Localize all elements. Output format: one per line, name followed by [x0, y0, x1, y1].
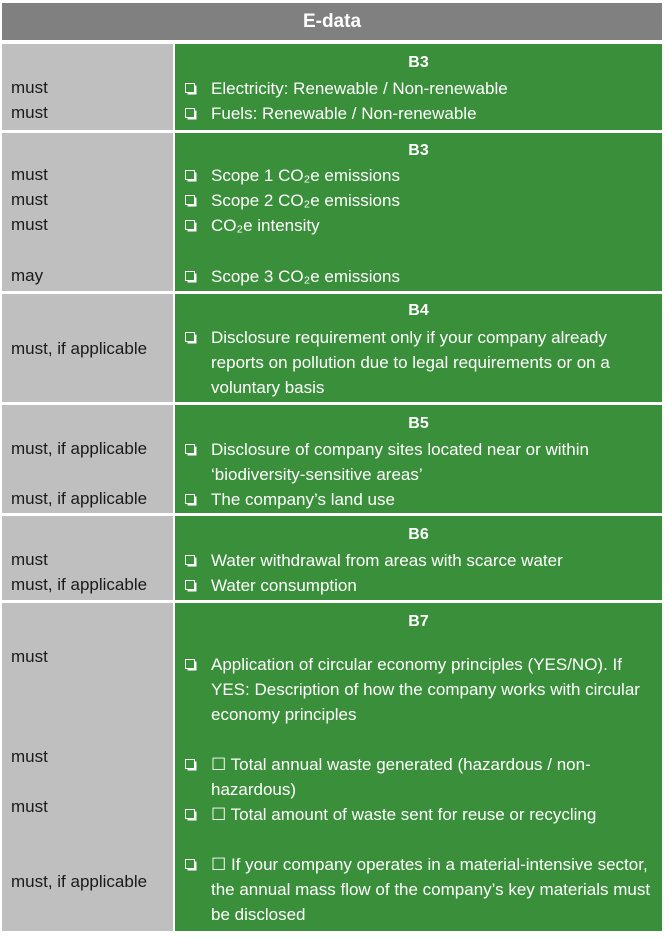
requirement-label: must, if applicable	[11, 339, 148, 358]
datapoint-item	[185, 573, 654, 598]
datapoint-item	[185, 752, 654, 802]
datapoint-item	[185, 852, 654, 927]
datapoint-text: Water consumption	[211, 576, 357, 595]
standard-code: B3	[408, 54, 429, 71]
datapoint-text: Scope 3 CO₂e emissions	[211, 267, 400, 286]
requirement-column	[2, 516, 174, 600]
datapoint-text: Application of circular economy principles (YES/NO). If YES: Description of how the company works with circular economy principles	[211, 655, 640, 724]
datapoint-text: Disclosure of company sites located near or within ‘biodiversity-sensitive areas’	[211, 440, 589, 484]
checkbox-icon	[185, 859, 195, 869]
datapoint-text: Disclosure requirement only if your company already reports on pollution due to legal requirements or on a voluntary basis	[211, 328, 610, 397]
datapoint-text: The company’s land use	[211, 490, 395, 509]
requirement-label: must	[11, 550, 48, 569]
checkbox-icon	[185, 809, 195, 819]
datapoint-text: ☐ If your company operates in a material-intensive sector, the annual mass flow of the company’s key materials must be disclosed	[211, 855, 651, 924]
checkbox-icon	[185, 580, 195, 590]
checkbox-icon	[185, 494, 195, 504]
checkbox-icon	[185, 83, 195, 93]
requirement-label: must	[11, 190, 48, 209]
requirement-label: must, if applicable	[11, 489, 148, 508]
requirement-column	[2, 294, 174, 402]
standard-code: B6	[408, 526, 429, 543]
requirement-label: may	[11, 266, 44, 285]
section-b6	[2, 516, 662, 600]
requirement-label: must	[11, 797, 48, 816]
datapoint-text: Water withdrawal from areas with scarce water	[211, 551, 563, 570]
checkbox-icon	[185, 759, 195, 769]
datapoint-text: ☐ Total annual waste generated (hazardous / non-hazardous)	[211, 755, 591, 799]
table-title: E-data	[2, 3, 662, 40]
checkbox-icon	[185, 108, 195, 118]
section-b3-energy	[2, 44, 662, 130]
standard-code: B3	[408, 142, 429, 159]
datapoint-text: Scope 2 CO₂e emissions	[211, 191, 400, 210]
datapoint-text: Fuels: Renewable / Non-renewable	[211, 104, 477, 123]
requirement-label: must	[11, 747, 48, 766]
datapoint-column	[175, 44, 662, 130]
checkbox-icon	[185, 170, 195, 180]
datapoint-text: Electricity: Renewable / Non-renewable	[211, 79, 508, 98]
datapoint-item	[185, 76, 654, 101]
section-b5	[2, 405, 662, 513]
requirement-label: must	[11, 215, 48, 234]
datapoint-item	[185, 802, 654, 827]
requirement-label: must	[11, 165, 48, 184]
standard-code: B4	[408, 302, 429, 319]
datapoint-text: CO₂e intensity	[211, 216, 320, 235]
datapoint-item	[185, 487, 654, 512]
requirement-column	[2, 44, 174, 130]
datapoint-item	[185, 264, 654, 289]
requirement-column	[2, 405, 174, 513]
datapoint-column	[175, 294, 662, 402]
checkbox-icon	[185, 332, 195, 342]
checkbox-icon	[185, 555, 195, 565]
section-b4	[2, 294, 662, 402]
datapoint-column	[175, 516, 662, 600]
datapoint-item	[185, 437, 654, 487]
datapoint-text: ☐ Total amount of waste sent for reuse or recycling	[211, 805, 597, 824]
standard-code: B5	[408, 415, 429, 432]
checkbox-icon	[185, 444, 195, 454]
requirement-label: must	[11, 647, 48, 666]
requirement-label: must, if applicable	[11, 439, 148, 458]
datapoint-item	[185, 101, 654, 126]
datapoint-item	[185, 213, 654, 238]
datapoint-item	[185, 325, 654, 400]
checkbox-icon	[185, 195, 195, 205]
datapoint-item	[185, 188, 654, 213]
standard-code: B7	[408, 613, 429, 630]
requirement-label: must, if applicable	[11, 575, 148, 594]
section-b3-emissions	[2, 133, 662, 291]
requirement-label: must, if applicable	[11, 872, 148, 891]
datapoint-item	[185, 652, 654, 727]
requirement-label: must	[11, 103, 48, 122]
datapoint-column	[175, 133, 662, 291]
datapoint-text: Scope 1 CO₂e emissions	[211, 166, 400, 185]
datapoint-item	[185, 548, 654, 573]
requirement-column	[2, 133, 174, 291]
datapoint-item	[185, 163, 654, 188]
requirement-label: must	[11, 78, 48, 97]
checkbox-icon	[185, 220, 195, 230]
datapoint-column	[175, 405, 662, 513]
datapoint-column	[175, 603, 662, 931]
checkbox-icon	[185, 659, 195, 669]
section-b7	[2, 603, 662, 931]
requirement-column	[2, 603, 174, 931]
checkbox-icon	[185, 271, 195, 281]
